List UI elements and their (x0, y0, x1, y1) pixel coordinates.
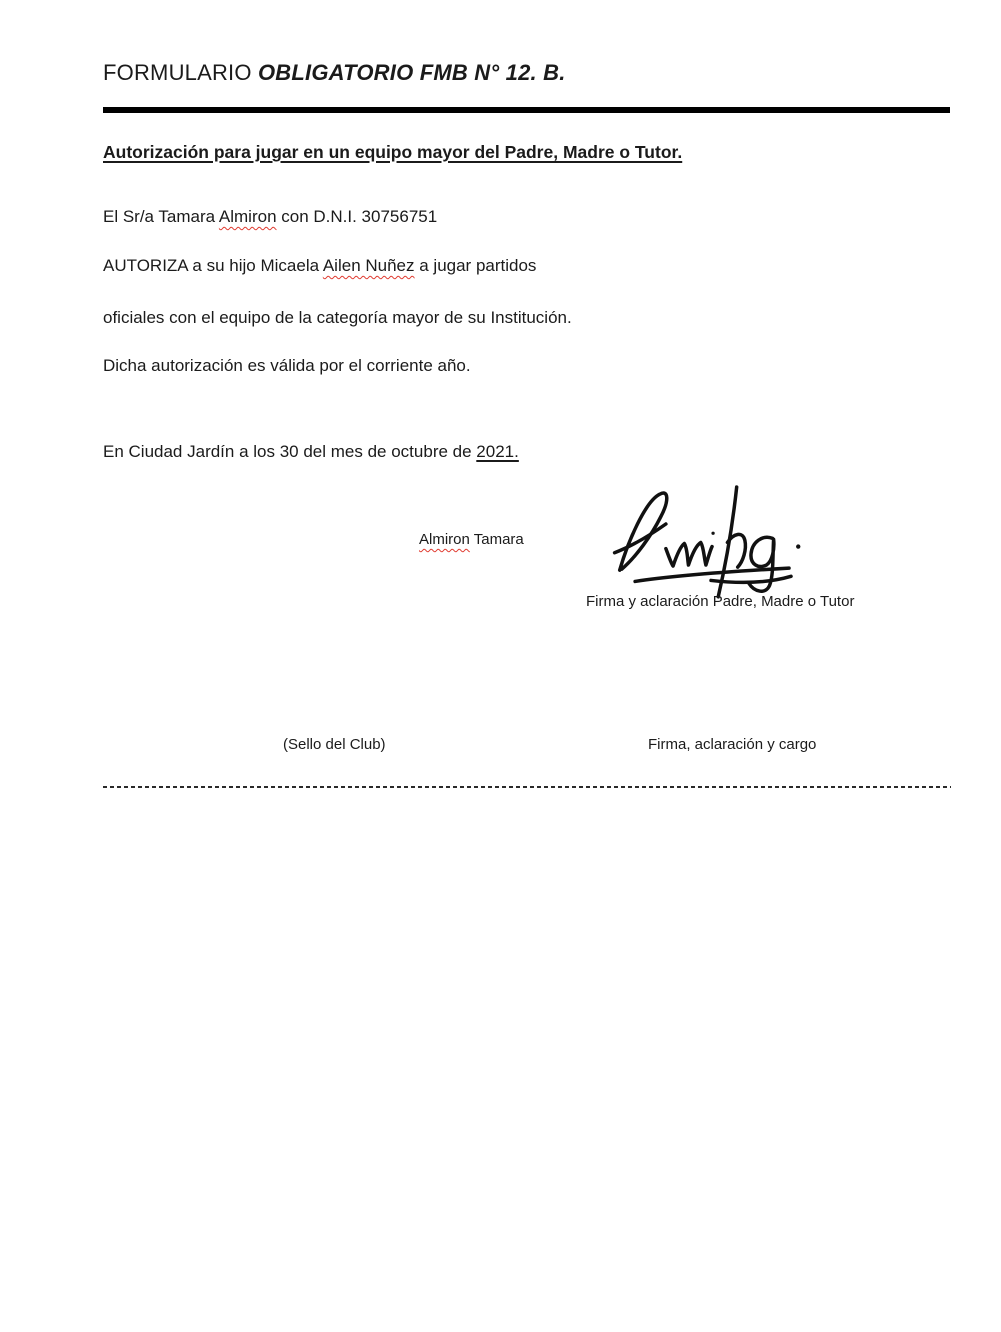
line2-suffix: a jugar partidos (414, 256, 537, 275)
title-rule (103, 107, 950, 113)
line1-prefix: El Sr/a Tamara (103, 207, 219, 226)
signature-caption: Firma y aclaración Padre, Madre o Tutor (586, 593, 855, 610)
body-line-validity: Dicha autorización es válida por el corriente año. (103, 356, 471, 375)
line2-prefix: AUTORIZA a su hijo Micaela (103, 256, 323, 275)
club-seal-label: (Sello del Club) (283, 736, 386, 753)
authorization-heading: Autorización para jugar en un equipo mayor del Padre, Madre o Tutor. (103, 142, 683, 162)
body-line-guardian-dni (103, 207, 437, 227)
line2-spellcheck-word: Ailen Nuñez (322, 256, 415, 275)
date-line-year: 2021. (476, 442, 519, 461)
signer-name (419, 531, 524, 548)
date-line (103, 442, 519, 462)
document-title-emphasis: OBLIGATORIO FMB N° 12. B. (258, 60, 566, 85)
footer-signature-caption: Firma, aclaración y cargo (648, 736, 817, 753)
body-line-authorizes-child (103, 256, 536, 276)
document-title-regular: FORMULARIO (103, 60, 258, 85)
document-title (103, 60, 566, 86)
date-line-prefix: En Ciudad Jardín a los 30 del mes de octubre de (103, 442, 477, 461)
signer-name-rest: Tamara (469, 531, 524, 548)
signer-name-spellcheck-word: Almiron (419, 531, 470, 548)
line1-spellcheck-word: Almiron (218, 207, 277, 226)
body-line-official-matches: oficiales con el equipo de la categoría mayor de su Institución. (103, 308, 572, 327)
line1-suffix: con D.N.I. 30756751 (276, 207, 438, 226)
separator-dashed-line (103, 786, 951, 788)
handwritten-signature (610, 485, 810, 603)
